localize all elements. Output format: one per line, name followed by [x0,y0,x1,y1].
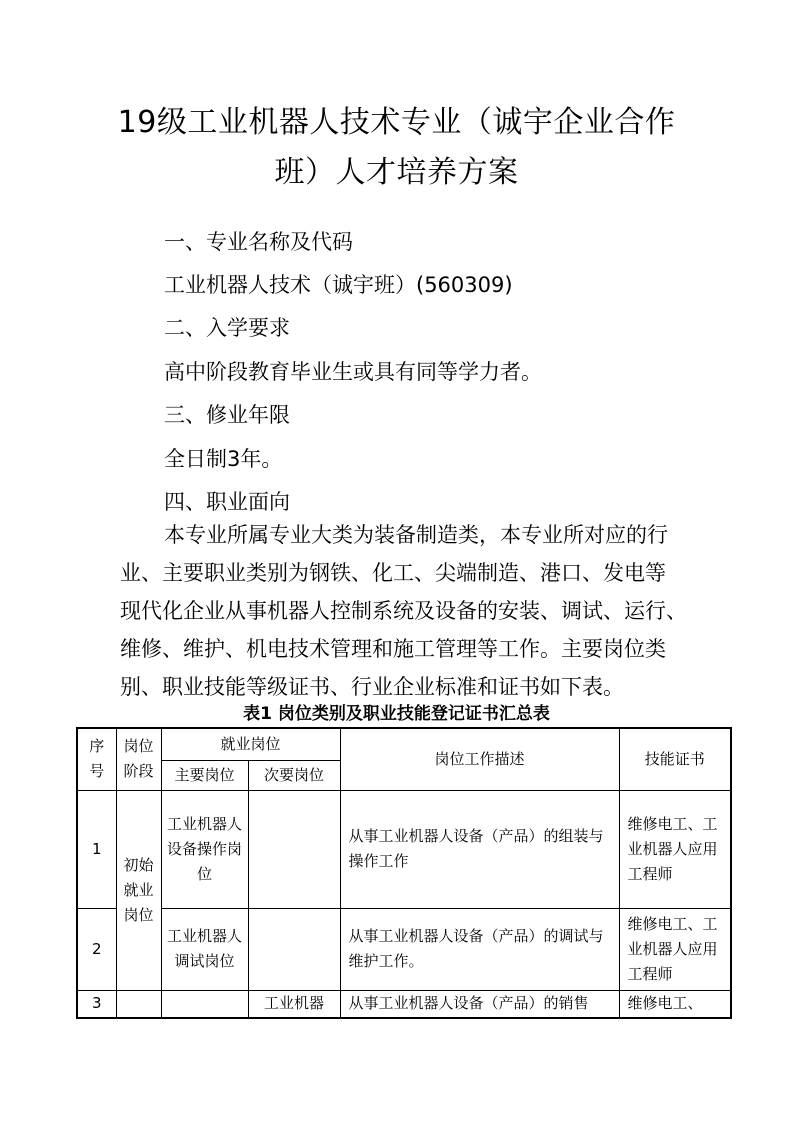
row-primary [161,990,248,1018]
section-heading-4: 四、职业面向 [164,490,290,514]
header-certificate: 技能证书 [619,728,731,790]
row-seq: 1 [77,790,116,908]
header-secondary: 次要岗位 [248,760,340,790]
row-description: 从事工业机器人设备（产品）的组装与操作工作 [340,790,619,908]
section-paragraph-4-line3: 现代化企业从事机器人控制系统及设备的安装、调试、运行、 [120,599,687,623]
row-seq: 3 [77,990,116,1018]
table-row [77,790,731,908]
section-paragraph-4-line2: 业、主要职业类别为钢铁、化工、尖端制造、港口、发电等 [120,561,666,585]
section-paragraph-4-line4: 维修、维护、机电技术管理和施工管理等工作。主要岗位类 [120,637,666,661]
section-text-1: 工业机器人技术（诚宇班）(560309) [164,273,513,297]
row-seq: 2 [77,908,116,990]
section-heading-1: 一、专业名称及代码 [164,230,353,254]
row-certificate: 维修电工、工业机器人应用工程师 [619,908,731,990]
row-certificate: 维修电工、 [619,990,731,1018]
table-caption: 表1 岗位类别及职业技能登记证书汇总表 [243,704,550,724]
header-stage: 岗位阶段 [116,728,161,790]
row-secondary [248,790,340,908]
row-primary: 工业机器人调试岗位 [161,908,248,990]
job-category-table [76,727,732,1019]
row-certificate: 维修电工、工业机器人应用工程师 [619,790,731,908]
table-row [77,908,731,990]
section-text-2: 高中阶段教育毕业生或具有同等学力者。 [164,360,542,384]
section-text-3: 全日制3年。 [164,447,283,471]
header-primary: 主要岗位 [161,760,248,790]
doc-title-line2: 班）人才培养方案 [274,155,519,190]
row-description: 从事工业机器人设备（产品）的销售 [340,990,619,1018]
section-heading-3: 三、修业年限 [164,403,290,427]
table-row [77,990,731,1018]
row-secondary [248,908,340,990]
row-stage [116,990,161,1018]
row-primary: 工业机器人设备操作岗位 [161,790,248,908]
header-employment: 就业岗位 [161,728,340,760]
doc-title-line1: 19级工业机器人技术专业（诚宇企业合作 [117,105,676,140]
header-seq: 序号 [77,728,116,790]
header-description: 岗位工作描述 [340,728,619,790]
row-secondary: 工业机器 [248,990,340,1018]
section-paragraph-4-line5: 别、职业技能等级证书、行业企业标准和证书如下表。 [120,675,624,699]
row-stage-merged: 初始就业岗位 [116,790,161,990]
row-description: 从事工业机器人设备（产品）的调试与维护工作。 [340,908,619,990]
section-paragraph-4-line1: 本专业所属专业大类为装备制造类，本专业所对应的行 [164,523,668,547]
section-heading-2: 二、入学要求 [164,316,290,340]
